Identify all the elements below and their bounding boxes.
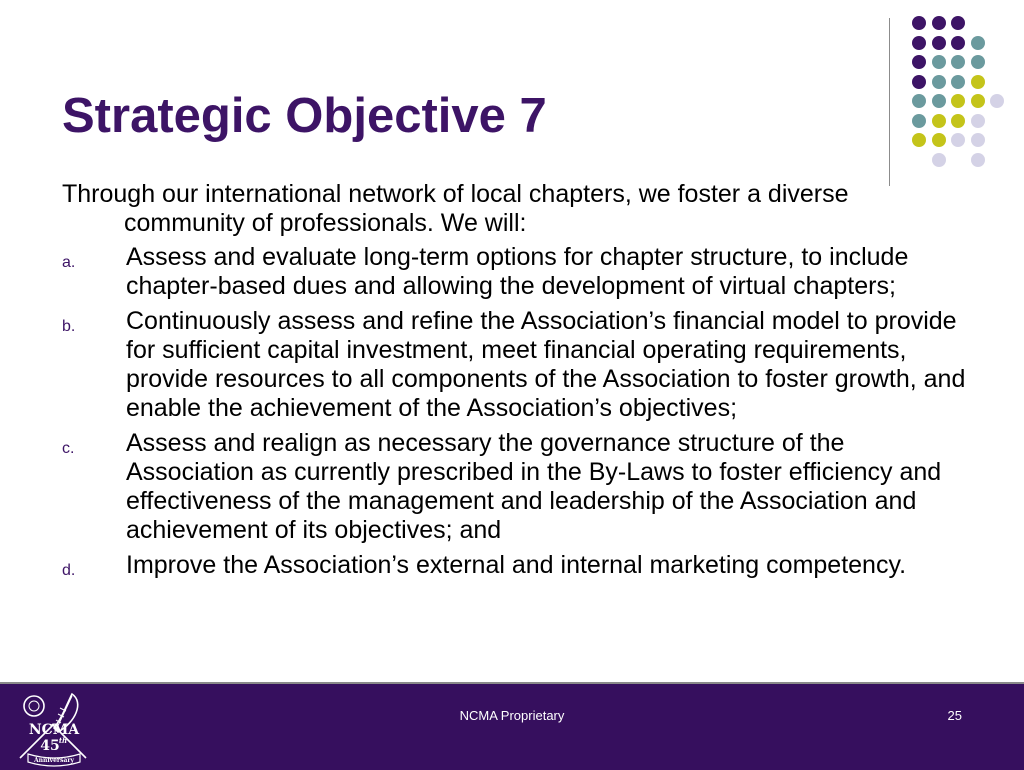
svg-text:45: 45 — [40, 738, 60, 754]
decorative-dot — [932, 94, 946, 108]
decorative-dot — [971, 133, 985, 147]
decorative-dot — [990, 94, 1004, 108]
decorative-dot — [951, 94, 965, 108]
list-marker: c. — [62, 440, 75, 457]
decorative-dot — [951, 133, 965, 147]
decorative-dot — [971, 153, 985, 167]
decorative-dot — [932, 16, 946, 30]
decorative-dot — [951, 75, 965, 89]
decorative-dot — [971, 114, 985, 128]
decorative-dot — [932, 153, 946, 167]
decorative-dot — [951, 114, 965, 128]
decorative-dot — [971, 94, 985, 108]
svg-text:NCMA: NCMA — [28, 722, 80, 738]
list-marker: b. — [62, 318, 76, 335]
decorative-dot — [912, 75, 926, 89]
decorative-dot — [932, 114, 946, 128]
svg-text:th: th — [58, 736, 68, 745]
decorative-dot — [912, 94, 926, 108]
decorative-dot — [951, 55, 965, 69]
decorative-dot — [932, 55, 946, 69]
list-item-d — [62, 551, 967, 580]
page-number: 25 — [947, 708, 962, 723]
decorative-dot — [912, 55, 926, 69]
decorative-dot — [971, 55, 985, 69]
slide-body — [62, 180, 967, 586]
decorative-dot-grid — [0, 0, 1024, 170]
intro-paragraph: Through our international network of local chapters, we foster a diverse community of professionals. We will: — [62, 180, 849, 237]
list-item-text: Continuously assess and refine the Association’s financial model to provide for sufficient capital investment, meet financial operating requirements, provide resources to all components of the Association to foster growth, and enable the achievement of the Association’s objectives; — [126, 307, 966, 422]
list-item-text: Improve the Association’s external and internal marketing competency. — [126, 551, 907, 579]
decorative-dot — [932, 133, 946, 147]
svg-text:Anniversary: Anniversary — [33, 757, 75, 764]
ncma-logo-icon — [14, 688, 94, 768]
list-item-a — [62, 243, 967, 301]
decorative-divider-line — [889, 18, 890, 186]
list-item-b — [62, 307, 967, 423]
slide-footer — [0, 682, 1024, 770]
list-item-c — [62, 429, 967, 545]
decorative-dot — [912, 16, 926, 30]
list-marker: a. — [62, 254, 76, 271]
list-item-text: Assess and evaluate long-term options for chapter structure, to include chapter-based dues and allowing the development of virtual chapters; — [126, 243, 909, 300]
decorative-dot — [912, 114, 926, 128]
decorative-dot — [951, 36, 965, 50]
decorative-dot — [912, 36, 926, 50]
slide-title: Strategic Objective 7 — [62, 89, 547, 143]
decorative-dot — [912, 133, 926, 147]
decorative-dot — [971, 75, 985, 89]
decorative-dot — [932, 75, 946, 89]
list-marker: d. — [62, 562, 76, 579]
list-item-text: Assess and realign as necessary the governance structure of the Association as currently prescribed in the By-Laws to foster efficiency and effectiveness of the management and leadership of the Association and achievement of its objectives; and — [126, 429, 942, 544]
footer-proprietary-text: NCMA Proprietary — [459, 708, 565, 723]
decorative-dot — [951, 16, 965, 30]
decorative-dot — [971, 36, 985, 50]
decorative-dot — [932, 36, 946, 50]
